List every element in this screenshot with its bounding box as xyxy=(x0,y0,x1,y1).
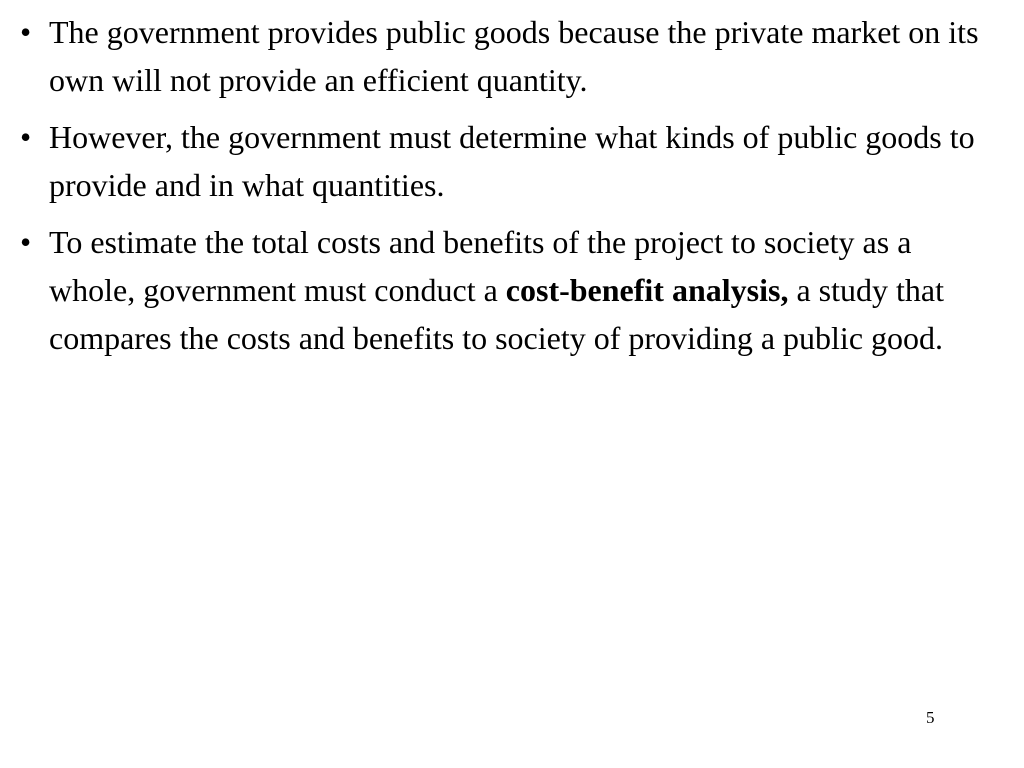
slide-number: 5 xyxy=(926,708,935,727)
bullet-icon: • xyxy=(20,14,32,50)
bold-term-cost-benefit-analysis: cost-benefit analysis, xyxy=(505,272,789,308)
bullet-item-government-decision xyxy=(18,113,1003,209)
bullet-text: However, the government must determine what kinds of public goods to provide and in what quantities. xyxy=(49,119,975,203)
bullet-icon: • xyxy=(20,119,32,155)
bullet-text-after: a study that compares the costs and benefits to society of providing a public good. xyxy=(49,272,944,356)
bullet-item-cost-benefit-analysis xyxy=(18,218,1003,362)
bullet-text: The government provides public goods because the private market on its own will not provide an efficient quantity. xyxy=(49,14,979,98)
bullet-item-public-goods xyxy=(18,8,1003,104)
bullet-list xyxy=(18,8,1003,371)
bullet-icon: • xyxy=(20,224,32,260)
bullet-text-before: To estimate the total costs and benefits of the project to society as a whole, government must conduct a xyxy=(49,224,912,308)
bullet-text xyxy=(49,224,944,356)
